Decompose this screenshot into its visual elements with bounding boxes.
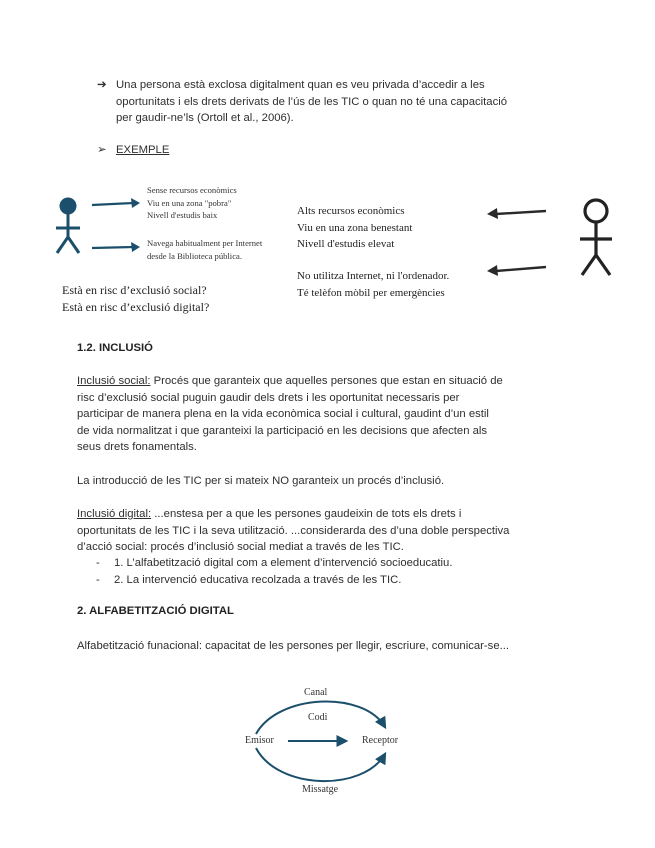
right-profile-text-1 bbox=[297, 203, 412, 253]
profile-line: No utilitza Internet, ni l'ordenador. bbox=[297, 270, 450, 282]
arrow-right-icon bbox=[90, 241, 142, 255]
arrow-right-icon bbox=[90, 196, 142, 210]
profile-line: Nivell d'estudis baix bbox=[147, 210, 218, 220]
diagram-emisor-label: Emisor bbox=[245, 735, 274, 746]
diagram-receptor-label: Receptor bbox=[362, 735, 399, 746]
missatge-arc bbox=[256, 748, 385, 781]
left-profile-text-1 bbox=[147, 184, 237, 222]
paragraph-line: seus drets fonamentals. bbox=[77, 441, 197, 453]
paragraph-line bbox=[77, 506, 587, 523]
section-title-inclusio: 1.2. INCLUSIÓ bbox=[77, 342, 153, 354]
profile-line: Navega habitualment per Internet bbox=[147, 238, 263, 248]
arrow-left-icon bbox=[484, 262, 550, 278]
paragraph-line: oportunitats de les TIC i la seva utilització. ...considerarda des d’una doble perspectiva bbox=[77, 524, 510, 537]
inclusio-social-label: Inclusió social: bbox=[77, 375, 151, 387]
profile-line: Nivell d'estudis elevat bbox=[297, 238, 395, 250]
diagram-codi-label: Codi bbox=[308, 712, 328, 723]
intro-line: per gaudir-ne’ls (Ortoll et al., 2006). bbox=[116, 112, 294, 124]
list-item: - 1. L’alfabetització digital com a element d’intervenció socioeducatiu. bbox=[96, 557, 453, 569]
list-item-text: 1. L’alfabetització digital com a element d’intervenció socioeducatiu. bbox=[114, 557, 453, 569]
example-bullet-glyph: ➢ bbox=[97, 144, 107, 156]
profile-line: Viu en una zona benestant bbox=[297, 221, 413, 234]
profile-line: Sense recursos econòmics bbox=[147, 185, 237, 195]
paragraph-line: de vida normalitzat i que garanteixi la participació en les decisions que afecten als bbox=[77, 424, 488, 437]
intro-paragraph bbox=[116, 77, 586, 127]
diagram-canal-label: Canal bbox=[304, 687, 328, 698]
profile-line: Alts recursos econòmics bbox=[297, 205, 405, 217]
paragraph-line: d’acció social: procés d’inclusió social mediat a través de les TIC. bbox=[77, 541, 404, 553]
intro-line: oportunitats i els drets derivats de l’ús de les TIC o quan no té una capacitació bbox=[116, 95, 508, 108]
list-item: - 2. La intervenció educativa recolzada a través de les TIC. bbox=[96, 573, 402, 586]
paragraph-line: risc d’exclusió social puguin gaudir dels drets i les oportunitat necessaris per bbox=[77, 391, 460, 404]
inclusio-social-paragraph bbox=[77, 373, 587, 456]
profile-line: desde la Biblioteca pública. bbox=[147, 250, 242, 261]
example-heading: EXEMPLE bbox=[116, 144, 170, 156]
paragraph-line bbox=[77, 373, 587, 390]
left-profile-text-2 bbox=[147, 237, 262, 262]
section-title-alfabetitzacio: 2. ALFABETITZACIÓ DIGITAL bbox=[77, 605, 234, 617]
arrow-left-icon bbox=[484, 205, 550, 221]
inclusio-digital-paragraph bbox=[77, 506, 587, 556]
paragraph-text: ...enstesa per a que les persones gaudeixin de tots els drets i bbox=[151, 508, 462, 520]
intro-line: Una persona està exclosa digitalment quan es veu privada d’accedir a les bbox=[116, 79, 485, 91]
stick-figure-left-icon bbox=[52, 195, 86, 257]
stick-figure-right-icon bbox=[576, 195, 616, 279]
left-questions bbox=[62, 282, 209, 316]
sub-bullet-list bbox=[96, 555, 452, 588]
paragraph-text: Procés que garanteix que aquelles persones que estan en situació de bbox=[150, 375, 503, 387]
alfabetitzacio-paragraph: Alfabetització funacional: capacitat de les persones per llegir, escriure, comunicar-se... bbox=[77, 640, 510, 652]
intro-bullet-glyph: ➔ bbox=[97, 79, 107, 91]
list-item-text: 2. La intervenció educativa recolzada a través de les TIC. bbox=[114, 573, 402, 586]
profile-line: Viu en una zona "pobra" bbox=[147, 197, 232, 208]
paragraph-line: participar de manera plena en la vida econòmica social i cultural, gaudint d’un estil bbox=[77, 408, 489, 420]
diagram-missatge-label: Missatge bbox=[302, 784, 339, 795]
question-line: Està en risc d’exclusió social? bbox=[62, 283, 207, 297]
intro-tic-paragraph: La introducció de les TIC per si mateix NO garanteix un procés d’inclusió. bbox=[77, 475, 445, 487]
right-profile-text-2 bbox=[297, 268, 449, 301]
question-line: Està en risc d’exclusió digital? bbox=[62, 300, 210, 314]
profile-line: Té telèfon mòbil per emergències bbox=[297, 286, 445, 299]
inclusio-digital-label: Inclusió digital: bbox=[77, 508, 152, 520]
